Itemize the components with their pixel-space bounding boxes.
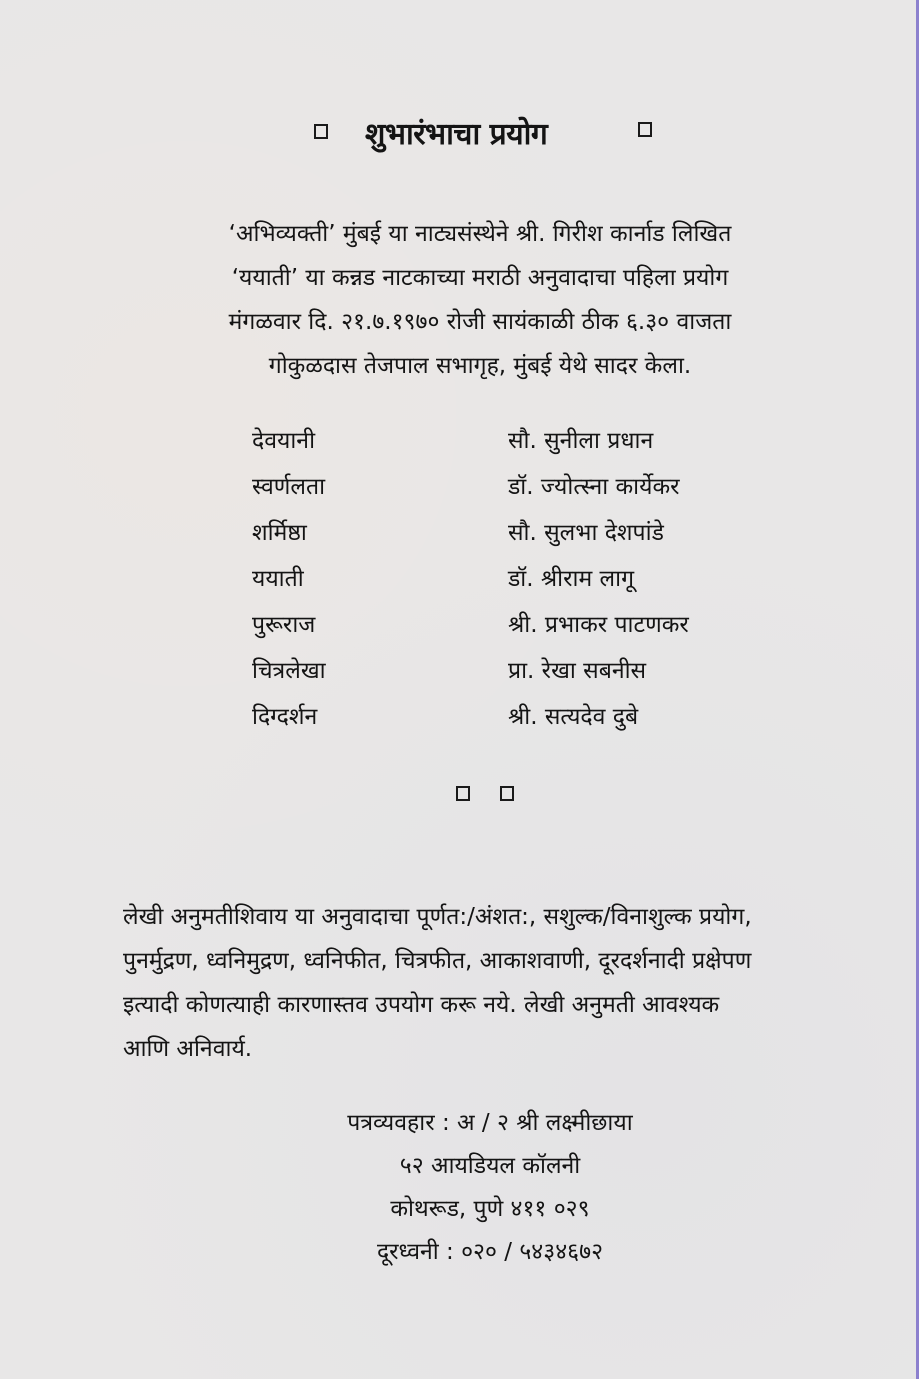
cast-role: स्वर्णलता: [252, 474, 326, 500]
square-ornament-icon: [314, 124, 328, 139]
intro-line: गोकुळदास तेजपाल सभागृह, मुंबई येथे सादर केला.: [268, 353, 692, 379]
cast-row: [252, 694, 752, 740]
address-line: पत्रव्यवहार : अ / २ श्री लक्ष्मीछाया: [347, 1110, 633, 1136]
address-line: दूरध्वनी : ०२० / ५४३४६७२: [376, 1239, 604, 1265]
cast-role: दिग्दर्शन: [252, 704, 318, 730]
cast-actor: प्रा. रेखा सबनीस: [508, 658, 647, 684]
cast-role: चित्रलेखा: [252, 658, 326, 684]
premiere-details: [120, 212, 840, 388]
square-ornament-icon: [456, 786, 470, 801]
notice-line: लेखी अनुमतीशिवाय या अनुवादाचा पूर्णत:/अंशत:, सशुल्क/विनाशुल्क प्रयोग,: [123, 904, 752, 930]
section-separator: [456, 786, 526, 808]
title-row: [0, 108, 919, 156]
address-line: ५२ आयडियल कॉलनी: [399, 1153, 581, 1179]
square-ornament-icon: [638, 122, 652, 137]
cast-actor: श्री. प्रभाकर पाटणकर: [508, 612, 689, 638]
notice-line: इत्यादी कोणत्याही कारणास्तव उपयोग करू नये. लेखी अनुमती आवश्यक: [123, 992, 720, 1018]
notice-line: आणि अनिवार्य.: [123, 1036, 253, 1062]
cast-actor: सौ. सुलभा देशपांडे: [508, 520, 664, 546]
cast-role: ययाती: [252, 566, 304, 592]
cast-actor: सौ. सुनीला प्रधान: [508, 428, 654, 454]
copyright-notice: [123, 895, 803, 1071]
cast-role: देवयानी: [252, 428, 316, 454]
square-ornament-icon: [500, 786, 514, 801]
intro-line: ‘अभिव्यक्ती’ मुंबई या नाट्यसंस्थेने श्री. गिरीश कार्नाड लिखित: [228, 221, 732, 247]
intro-line: ‘ययाती’ या कन्नड नाटकाच्या मराठी अनुवादाचा पहिला प्रयोग: [231, 265, 729, 291]
cast-role: शर्मिष्ठा: [252, 520, 307, 546]
cast-row: [252, 510, 752, 556]
cast-list: [252, 418, 752, 740]
page-title: शुभारंभाचा प्रयोग: [365, 117, 548, 152]
cast-row: [252, 556, 752, 602]
cast-row: [252, 602, 752, 648]
cast-row: [252, 464, 752, 510]
cast-actor: श्री. सत्यदेव दुबे: [508, 704, 639, 730]
intro-line: मंगळवार दि. २१.७.१९७० रोजी सायंकाळी ठीक ६.३० वाजता: [228, 309, 732, 335]
cast-actor: डॉ. ज्योत्स्ना कार्येकर: [508, 474, 680, 500]
correspondence-address: [200, 1102, 780, 1274]
cast-actor: डॉ. श्रीराम लागू: [508, 566, 635, 592]
cast-row: [252, 648, 752, 694]
cast-row: [252, 418, 752, 464]
notice-line: पुनर्मुद्रण, ध्वनिमुद्रण, ध्वनिफीत, चित्रफीत, आकाशवाणी, दूरदर्शनादी प्रक्षेपण: [123, 948, 752, 974]
address-line: कोथरूड, पुणे ४११ ०२९: [390, 1196, 590, 1222]
cast-role: पुरूराज: [252, 612, 316, 638]
